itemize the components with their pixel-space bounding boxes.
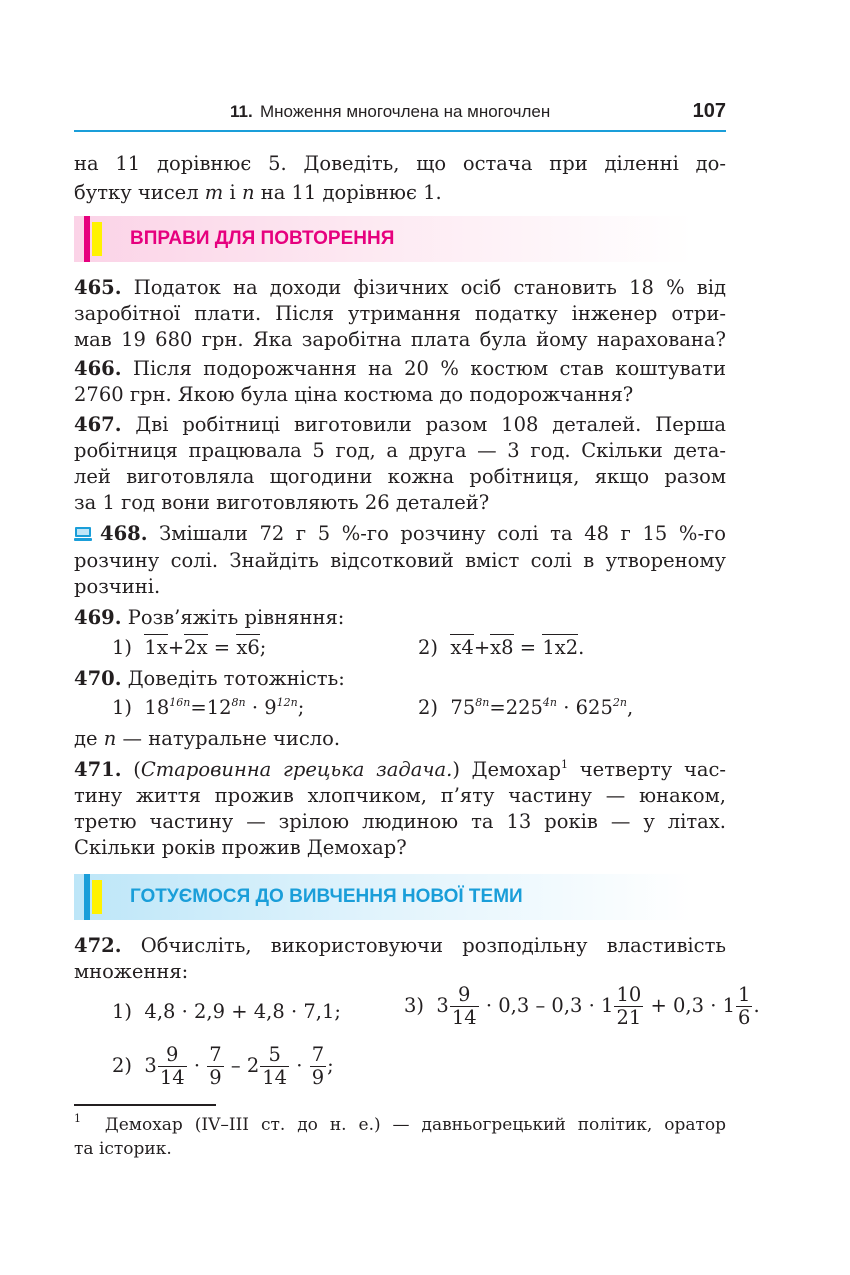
page-number: 107: [692, 100, 726, 122]
problem-465-line-3: мав 19 680 грн. Яка заробітна плата була йому нарахована?: [74, 328, 726, 351]
fraction: $\frac{10}{21}$: [616, 983, 642, 1029]
problem-471-line-3: третю частину — зрілою людиною та 13 років — у літах.: [74, 810, 726, 833]
problem-469-line-1: 469. Розв’яжіть рівняння:: [74, 606, 345, 629]
problem-465-line-1: 465. Податок на доходи фізичних осіб становить 18 % від: [74, 276, 726, 299]
fraction: $\frac{5}{14}$: [262, 1043, 288, 1089]
band-accent-bar: [84, 216, 90, 262]
footnote-line-2: та історик.: [74, 1139, 172, 1159]
footnote-rule: [74, 1104, 216, 1106]
chapter-number: 11.: [230, 102, 253, 121]
band-accent-stripe: [92, 880, 102, 914]
section-title-preparation: ГОТУЄМОСЯ ДО ВИВЧЕННЯ НОВОЇ ТЕМИ: [130, 886, 523, 907]
problem-471-line-4: Скільки років прожив Демохар?: [74, 836, 407, 859]
identity-470-2: 2) $75^{8n}=225^{4n} \cdot 625^{2n}$,: [418, 696, 634, 719]
chapter-title: Множення многочлена на многочлен: [260, 102, 551, 121]
band-accent-bar: [84, 874, 90, 920]
problem-467-line-3: лей виготовляла щогодини кожна робітниця, якщо разом: [74, 465, 726, 488]
expression-472-2: 2) 3 $\frac{9}{14}$ · $\frac{7}{9}$ – 2 $\frac{5}{14}$ · $\frac{7}{9}$ ;: [112, 1043, 334, 1089]
problem-465-line-2: заробітної плати. Після утримання податку інженер отри-: [74, 302, 726, 325]
problem-468-line-2: розчину солі. Знайдіть відсотковий вміст солі в утвореному: [74, 549, 726, 572]
problem-472-line-1: 472. Обчисліть, використовуючи розподільну властивість: [74, 934, 726, 957]
problem-472-line-2: множення:: [74, 960, 189, 983]
section-title-review: ВПРАВИ ДЛЯ ПОВТОРЕННЯ: [130, 228, 395, 249]
fraction: $\frac{1}{6}$: [738, 983, 751, 1029]
problem-467-line-2: робітниця працювала 5 год, а друга — 3 год. Скільки дета-: [74, 439, 726, 462]
fraction: $\frac{9}{14}$: [451, 983, 477, 1029]
problem-466-line-1: 466. Після подорожчання на 20 % костюм став коштувати: [74, 357, 727, 380]
expression-472-3: 3) 3 $\frac{9}{14}$ · 0,3 – 0,3 · 1 $\frac{10}{21}$ + 0,3 · 1 $\frac{1}{6}$ .: [404, 983, 760, 1029]
running-header: [74, 100, 726, 126]
problem-467-line-1: 467. Дві робітниці виготовили разом 108 деталей. Перша: [74, 413, 726, 436]
equation-469-1: 1) 1x+2x = x6;: [112, 636, 267, 659]
problem-468-line-1: 468. Змішали 72 г 5 %-го розчину солі та 48 г 15 %-го: [100, 522, 726, 545]
problem-466-line-2: 2760 грн. Якою була ціна костюма до подорожчання?: [74, 383, 634, 406]
problem-468-line-3: розчині.: [74, 575, 161, 598]
problem-471-line-2: тину життя прожив хлопчиком, п’яту частину — юнаком,: [74, 784, 726, 807]
problem-467-line-4: за 1 год вони виготовляють 26 деталей?: [74, 491, 490, 514]
problem-470-tail: де n — натуральне число.: [74, 727, 341, 750]
problem-470-line-1: 470. Доведіть тотожність:: [74, 667, 345, 690]
equation-469-2: 2) x4+x8 = 1x2.: [418, 636, 585, 659]
problem-471-line-1: 471. (Старовинна грецька задача.) Демохар$^1$ четверту час-: [74, 758, 726, 781]
band-accent-stripe: [92, 222, 102, 256]
header-rule: [74, 130, 726, 132]
intro-line-2: бутку чисел m і n на 11 дорівнює 1.: [74, 181, 442, 204]
fraction: $\frac{7}{9}$: [209, 1043, 222, 1089]
computer-icon: [74, 526, 92, 542]
expression-472-1: 1) 4,8 · 2,9 + 4,8 · 7,1;: [112, 1000, 341, 1023]
intro-line-1: на 11 дорівнює 5. Доведіть, що остача при діленні до-: [74, 152, 726, 175]
identity-470-1: 1) $18^{16n}=12^{8n} \cdot 9^{12n}$;: [112, 696, 305, 719]
footnote-line-1: $^1$ Демохар (IV–III ст. до н. е.) — давньогрецький політик, оратор: [74, 1112, 727, 1135]
fraction: $\frac{9}{14}$: [159, 1043, 185, 1089]
fraction: $\frac{7}{9}$: [311, 1043, 325, 1089]
